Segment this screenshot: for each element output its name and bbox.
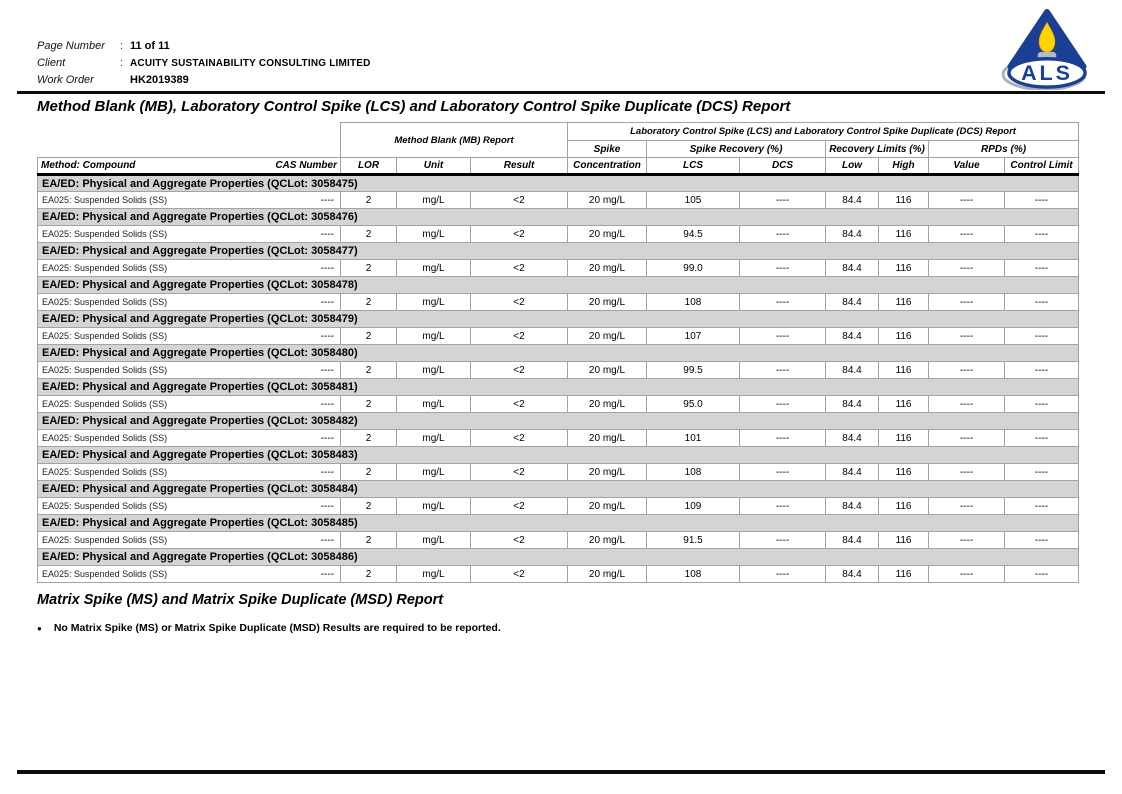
work-order-label: Work Order (37, 74, 94, 86)
low-cell: 84.4 (826, 192, 879, 209)
spike-group-header: Spike (568, 141, 647, 158)
high-cell: 116 (879, 430, 929, 447)
control-limit-cell: ---- (1005, 260, 1079, 277)
dcs-cell: ---- (740, 192, 826, 209)
cas-number-cell: ---- (263, 226, 341, 243)
cas-number-cell: ---- (263, 260, 341, 277)
result-cell: <2 (471, 498, 568, 515)
unit-cell: mg/L (397, 362, 471, 379)
high-cell: 116 (879, 192, 929, 209)
lor-cell: 2 (341, 532, 397, 549)
spike-recovery-group-header: Spike Recovery (%) (647, 141, 826, 158)
high-cell: 116 (879, 566, 929, 583)
qclot-group-row (38, 277, 1079, 294)
qclot-group-row (38, 345, 1079, 362)
table-row (38, 294, 1079, 311)
table-row (38, 328, 1079, 345)
cas-number-column-header: CAS Number (263, 158, 341, 175)
control-limit-cell: ---- (1005, 532, 1079, 549)
compound-cell: EA025: Suspended Solids (SS) (38, 532, 263, 549)
table-row (38, 532, 1079, 549)
concentration-column-header: Concentration (568, 158, 647, 175)
lcs-dcs-report-section-header: Laboratory Control Spike (LCS) and Laboratory Control Spike Duplicate (DCS) Report (568, 123, 1079, 141)
page-number-value: 11 of 11 (130, 40, 170, 52)
dcs-cell: ---- (740, 396, 826, 413)
qclot-group-row (38, 209, 1079, 226)
control-limit-cell: ---- (1005, 498, 1079, 515)
result-cell: <2 (471, 464, 568, 481)
table-row (38, 192, 1079, 209)
value-cell: ---- (929, 464, 1005, 481)
control-limit-cell: ---- (1005, 362, 1079, 379)
dcs-cell: ---- (740, 362, 826, 379)
lor-cell: 2 (341, 498, 397, 515)
unit-column-header: Unit (397, 158, 471, 175)
qclot-group-label: EA/ED: Physical and Aggregate Properties (QCLot: 3058480) (38, 345, 1079, 362)
control-limit-column-header: Control Limit (1005, 158, 1079, 175)
low-cell: 84.4 (826, 396, 879, 413)
table-row (38, 226, 1079, 243)
cas-number-cell: ---- (263, 328, 341, 345)
high-cell: 116 (879, 464, 929, 481)
concentration-cell: 20 mg/L (568, 498, 647, 515)
result-cell: <2 (471, 362, 568, 379)
lcs-column-header: LCS (647, 158, 740, 175)
qclot-group-row (38, 447, 1079, 464)
low-cell: 84.4 (826, 498, 879, 515)
qclot-group-row (38, 243, 1079, 260)
cas-number-cell: ---- (263, 464, 341, 481)
cas-number-cell: ---- (263, 566, 341, 583)
report-title: Method Blank (MB), Laboratory Control Spike (LCS) and Laboratory Control Spike Duplicate (DCS) Report (37, 98, 791, 115)
unit-cell: mg/L (397, 294, 471, 311)
unit-cell: mg/L (397, 260, 471, 277)
recovery-limits-group-header: Recovery Limits (%) (826, 141, 929, 158)
low-cell: 84.4 (826, 430, 879, 447)
unit-cell: mg/L (397, 226, 471, 243)
client-row (37, 57, 371, 74)
lcs-cell: 99.5 (647, 362, 740, 379)
control-limit-cell: ---- (1005, 566, 1079, 583)
concentration-cell: 20 mg/L (568, 294, 647, 311)
cas-number-cell: ---- (263, 498, 341, 515)
qclot-group-label: EA/ED: Physical and Aggregate Properties (QCLot: 3058477) (38, 243, 1079, 260)
unit-cell: mg/L (397, 192, 471, 209)
low-cell: 84.4 (826, 566, 879, 583)
qclot-group-row (38, 549, 1079, 566)
qclot-group-row (38, 379, 1079, 396)
bottom-divider-rule (17, 770, 1105, 774)
compound-cell: EA025: Suspended Solids (SS) (38, 226, 263, 243)
lor-cell: 2 (341, 294, 397, 311)
header-spacer (38, 141, 341, 158)
dcs-cell: ---- (740, 464, 826, 481)
concentration-cell: 20 mg/L (568, 192, 647, 209)
client-separator: : (120, 57, 124, 69)
qclot-group-label: EA/ED: Physical and Aggregate Properties (QCLot: 3058478) (38, 277, 1079, 294)
unit-cell: mg/L (397, 532, 471, 549)
lcs-cell: 94.5 (647, 226, 740, 243)
low-cell: 84.4 (826, 464, 879, 481)
dcs-cell: ---- (740, 294, 826, 311)
qclot-group-label: EA/ED: Physical and Aggregate Properties (QCLot: 3058483) (38, 447, 1079, 464)
qclot-group-label: EA/ED: Physical and Aggregate Properties (QCLot: 3058482) (38, 413, 1079, 430)
als-logo (998, 8, 1096, 90)
high-cell: 116 (879, 498, 929, 515)
lor-cell: 2 (341, 566, 397, 583)
table-row (38, 396, 1079, 413)
dcs-cell: ---- (740, 260, 826, 277)
result-cell: <2 (471, 226, 568, 243)
work-order-row (37, 74, 371, 91)
unit-cell: mg/L (397, 566, 471, 583)
lor-cell: 2 (341, 430, 397, 447)
value-cell: ---- (929, 294, 1005, 311)
compound-cell: EA025: Suspended Solids (SS) (38, 328, 263, 345)
result-cell: <2 (471, 532, 568, 549)
lor-cell: 2 (341, 362, 397, 379)
lor-cell: 2 (341, 464, 397, 481)
low-column-header: Low (826, 158, 879, 175)
value-cell: ---- (929, 396, 1005, 413)
lcs-cell: 107 (647, 328, 740, 345)
high-cell: 116 (879, 294, 929, 311)
dcs-cell: ---- (740, 532, 826, 549)
result-cell: <2 (471, 566, 568, 583)
compound-cell: EA025: Suspended Solids (SS) (38, 260, 263, 277)
lcs-cell: 108 (647, 464, 740, 481)
lor-cell: 2 (341, 328, 397, 345)
high-cell: 116 (879, 396, 929, 413)
ms-msd-bullet-line (37, 622, 501, 634)
compound-cell: EA025: Suspended Solids (SS) (38, 566, 263, 583)
high-cell: 116 (879, 226, 929, 243)
value-cell: ---- (929, 260, 1005, 277)
control-limit-cell: ---- (1005, 226, 1079, 243)
work-order-value: HK2019389 (130, 74, 189, 86)
value-column-header: Value (929, 158, 1005, 175)
unit-cell: mg/L (397, 464, 471, 481)
concentration-cell: 20 mg/L (568, 464, 647, 481)
compound-cell: EA025: Suspended Solids (SS) (38, 396, 263, 413)
lcs-cell: 109 (647, 498, 740, 515)
page-number-label: Page Number (37, 40, 105, 52)
dcs-cell: ---- (740, 566, 826, 583)
concentration-cell: 20 mg/L (568, 566, 647, 583)
high-cell: 116 (879, 260, 929, 277)
concentration-cell: 20 mg/L (568, 226, 647, 243)
qclot-group-label: EA/ED: Physical and Aggregate Properties (QCLot: 3058476) (38, 209, 1079, 226)
value-cell: ---- (929, 566, 1005, 583)
qclot-group-label: EA/ED: Physical and Aggregate Properties (QCLot: 3058479) (38, 311, 1079, 328)
cas-number-cell: ---- (263, 294, 341, 311)
concentration-cell: 20 mg/L (568, 532, 647, 549)
qc-results-table (37, 122, 1079, 583)
result-cell: <2 (471, 430, 568, 447)
low-cell: 84.4 (826, 294, 879, 311)
control-limit-cell: ---- (1005, 430, 1079, 447)
compound-cell: EA025: Suspended Solids (SS) (38, 294, 263, 311)
dcs-cell: ---- (740, 328, 826, 345)
low-cell: 84.4 (826, 532, 879, 549)
lor-cell: 2 (341, 192, 397, 209)
control-limit-cell: ---- (1005, 328, 1079, 345)
table-header (38, 123, 1079, 175)
lcs-cell: 95.0 (647, 396, 740, 413)
result-cell: <2 (471, 294, 568, 311)
lcs-cell: 108 (647, 566, 740, 583)
compound-cell: EA025: Suspended Solids (SS) (38, 464, 263, 481)
high-cell: 116 (879, 362, 929, 379)
lcs-cell: 91.5 (647, 532, 740, 549)
control-limit-cell: ---- (1005, 464, 1079, 481)
value-cell: ---- (929, 362, 1005, 379)
control-limit-cell: ---- (1005, 192, 1079, 209)
lcs-cell: 108 (647, 294, 740, 311)
result-cell: <2 (471, 328, 568, 345)
compound-cell: EA025: Suspended Solids (SS) (38, 362, 263, 379)
ms-msd-bullet-text: No Matrix Spike (MS) or Matrix Spike Duplicate (MSD) Results are required to be reported. (53, 622, 501, 634)
ms-msd-section-title: Matrix Spike (MS) and Matrix Spike Duplicate (MSD) Report (37, 592, 444, 608)
value-cell: ---- (929, 226, 1005, 243)
table-row (38, 464, 1079, 481)
result-cell: <2 (471, 260, 568, 277)
compound-cell: EA025: Suspended Solids (SS) (38, 192, 263, 209)
dcs-cell: ---- (740, 498, 826, 515)
table-row (38, 362, 1079, 379)
client-value: ACUITY SUSTAINABILITY CONSULTING LIMITED (130, 58, 371, 69)
page-header-fields (37, 40, 371, 91)
value-cell: ---- (929, 430, 1005, 447)
qclot-group-label: EA/ED: Physical and Aggregate Properties (QCLot: 3058484) (38, 481, 1079, 498)
qclot-group-label: EA/ED: Physical and Aggregate Properties (QCLot: 3058481) (38, 379, 1079, 396)
result-cell: <2 (471, 192, 568, 209)
compound-column-header: Method: Compound (38, 158, 263, 175)
table-row (38, 566, 1079, 583)
result-column-header: Result (471, 158, 568, 175)
client-label: Client (37, 57, 66, 69)
qclot-group-row (38, 515, 1079, 532)
cas-number-cell: ---- (263, 532, 341, 549)
low-cell: 84.4 (826, 328, 879, 345)
concentration-cell: 20 mg/L (568, 260, 647, 277)
cas-number-cell: ---- (263, 396, 341, 413)
logo-als-text: ALS (1021, 61, 1073, 86)
table-body (38, 175, 1079, 583)
header-spacer (38, 123, 341, 141)
lor-cell: 2 (341, 226, 397, 243)
dcs-cell: ---- (740, 430, 826, 447)
dcs-cell: ---- (740, 226, 826, 243)
control-limit-cell: ---- (1005, 294, 1079, 311)
table-row (38, 498, 1079, 515)
low-cell: 84.4 (826, 362, 879, 379)
result-cell: <2 (471, 396, 568, 413)
dcs-column-header: DCS (740, 158, 826, 175)
section-header-row (38, 123, 1079, 141)
qclot-group-row (38, 175, 1079, 192)
compound-cell: EA025: Suspended Solids (SS) (38, 430, 263, 447)
top-divider-rule (17, 91, 1105, 94)
qclot-group-row (38, 481, 1079, 498)
table-row (38, 430, 1079, 447)
als-logo-graphic (998, 8, 1096, 90)
lcs-cell: 99.0 (647, 260, 740, 277)
lcs-cell: 105 (647, 192, 740, 209)
qclot-group-label: EA/ED: Physical and Aggregate Properties (QCLot: 3058485) (38, 515, 1079, 532)
value-cell: ---- (929, 498, 1005, 515)
concentration-cell: 20 mg/L (568, 430, 647, 447)
low-cell: 84.4 (826, 260, 879, 277)
qclot-group-row (38, 413, 1079, 430)
rpds-group-header: RPDs (%) (929, 141, 1079, 158)
unit-cell: mg/L (397, 430, 471, 447)
low-cell: 84.4 (826, 226, 879, 243)
page-number-row (37, 40, 371, 57)
cas-number-cell: ---- (263, 192, 341, 209)
high-column-header: High (879, 158, 929, 175)
unit-cell: mg/L (397, 396, 471, 413)
concentration-cell: 20 mg/L (568, 328, 647, 345)
high-cell: 116 (879, 328, 929, 345)
value-cell: ---- (929, 192, 1005, 209)
qclot-group-row (38, 311, 1079, 328)
column-header-row (38, 158, 1079, 175)
table-row (38, 260, 1079, 277)
concentration-cell: 20 mg/L (568, 396, 647, 413)
unit-cell: mg/L (397, 498, 471, 515)
value-cell: ---- (929, 532, 1005, 549)
qclot-group-label: EA/ED: Physical and Aggregate Properties (QCLot: 3058475) (38, 175, 1079, 192)
lor-column-header: LOR (341, 158, 397, 175)
compound-cell: EA025: Suspended Solids (SS) (38, 498, 263, 515)
concentration-cell: 20 mg/L (568, 362, 647, 379)
value-cell: ---- (929, 328, 1005, 345)
page-number-separator: : (120, 40, 124, 52)
lor-cell: 2 (341, 396, 397, 413)
lor-cell: 2 (341, 260, 397, 277)
high-cell: 116 (879, 532, 929, 549)
mb-report-section-header: Method Blank (MB) Report (341, 123, 568, 158)
control-limit-cell: ---- (1005, 396, 1079, 413)
qclot-group-label: EA/ED: Physical and Aggregate Properties (QCLot: 3058486) (38, 549, 1079, 566)
bullet-icon: ● (37, 623, 42, 633)
cas-number-cell: ---- (263, 362, 341, 379)
unit-cell: mg/L (397, 328, 471, 345)
lcs-cell: 101 (647, 430, 740, 447)
cas-number-cell: ---- (263, 430, 341, 447)
